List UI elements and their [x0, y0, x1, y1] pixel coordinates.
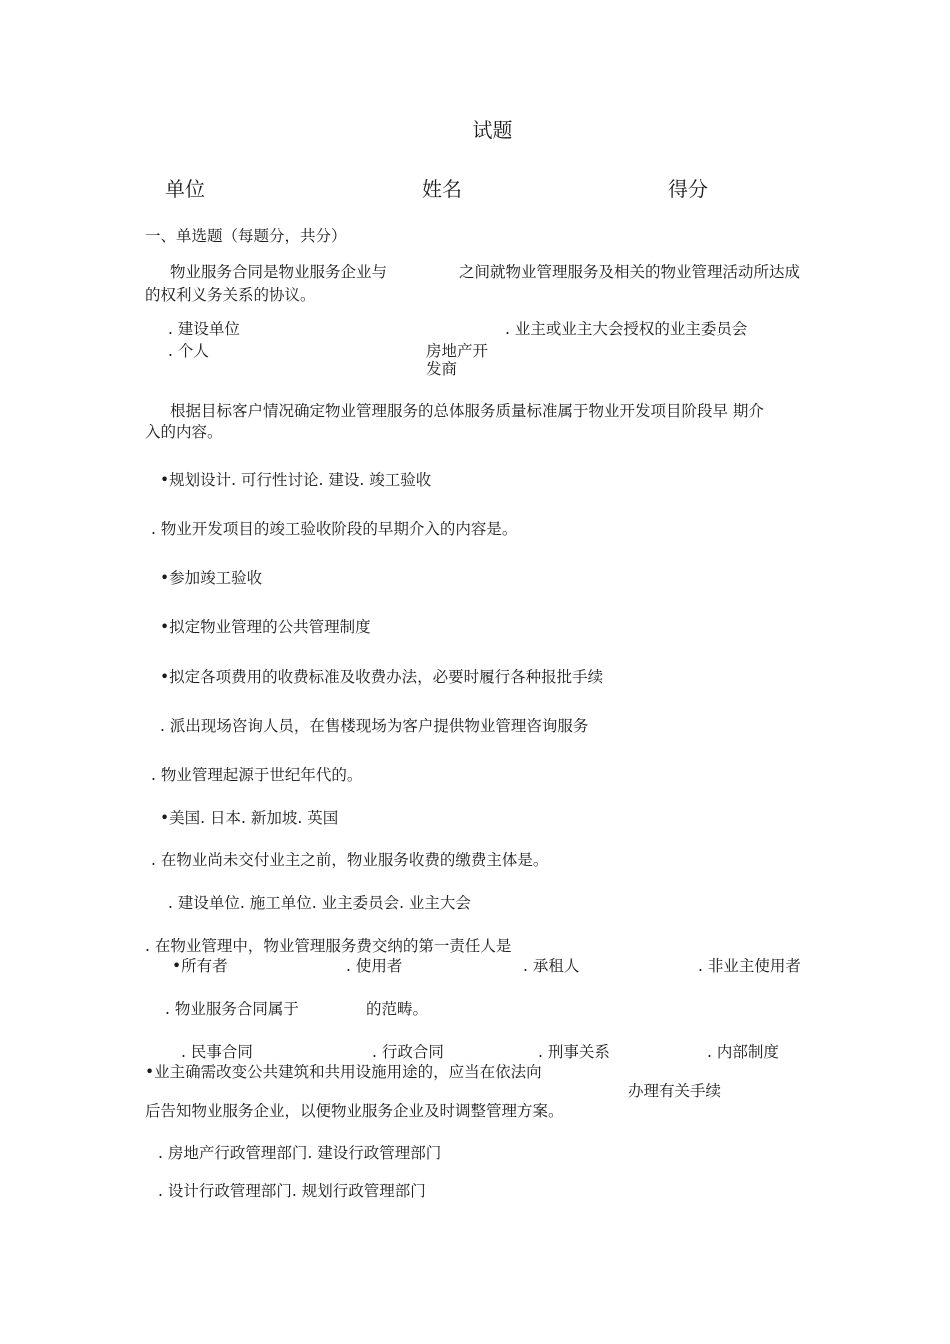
q2-options: •规划设计. 可行性讨论. 建设. 竣工验收: [160, 471, 432, 489]
q2-stem-line1: 根据目标客户情况确定物业管理服务的总体服务质量标准属于物业开发项目阶段早 期介: [170, 402, 764, 420]
score-label: 得分: [668, 177, 708, 201]
q7-option-a: . 民事合同: [181, 1043, 253, 1061]
q6-option-c: . 承租人: [523, 957, 580, 975]
section-heading: 一、单选题（每题分，共分）: [145, 227, 347, 245]
q8-stem-line1: •业主确需改变公共建筑和共用设施用途的，应当在依法向: [145, 1063, 542, 1081]
q5-stem: . 在物业尚未交付业主之前，物业服务收费的缴费主体是。: [151, 851, 549, 869]
q1-option-a: . 建设单位: [168, 320, 240, 338]
q1-option-d-line1: 房地产开: [426, 342, 489, 360]
q5-options: . 建设单位. 施工单位. 业主委员会. 业主大会: [168, 894, 471, 912]
unit-label: 单位: [165, 177, 205, 201]
q6-option-a: •所有者: [172, 957, 228, 975]
q7-option-d: . 内部制度: [707, 1043, 779, 1061]
q3-option-c: •拟定各项费用的收费标准及收费办法，必要时履行各种报批手续: [160, 668, 604, 686]
q3-stem: . 物业开发项目的竣工验收阶段的早期介入的内容是。: [151, 520, 518, 538]
q8-stem-line1b: 办理有关手续: [628, 1082, 722, 1100]
q1-option-d-line2: 发商: [426, 360, 458, 378]
q3-option-b: •拟定物业管理的公共管理制度: [160, 618, 371, 636]
q4-options: •美国. 日本. 新加坡. 英国: [160, 809, 339, 827]
name-label: 姓名: [422, 177, 462, 201]
q8-stem-line2: 后告知物业服务企业，以便物业服务企业及时调整管理方案。: [145, 1102, 564, 1120]
q1-stem-line1: 物业服务合同是物业服务企业与: [170, 263, 388, 281]
q7-option-b: . 行政合同: [372, 1043, 444, 1061]
q3-option-a: •参加竣工验收: [160, 569, 263, 587]
q6-option-b: . 使用者: [346, 957, 403, 975]
q1-stem-line1b: 之间就物业管理服务及相关的物业管理活动所达成: [459, 263, 801, 281]
q6-option-d: . 非业主使用者: [698, 957, 801, 975]
q1-option-b: . 业主或业主大会授权的业主委员会: [505, 320, 748, 338]
q4-stem: . 物业管理起源于世纪年代的。: [151, 766, 363, 784]
q7-stem-b: 的范畴。: [366, 1000, 429, 1018]
q6-stem: . 在物业管理中，物业管理服务费交纳的第一责任人是: [145, 937, 512, 955]
q8-options-line2: . 设计行政管理部门. 规划行政管理部门: [158, 1182, 426, 1200]
q2-stem-line2: 入的内容。: [145, 423, 223, 441]
q1-option-c: . 个人: [168, 342, 209, 360]
q3-option-d: . 派出现场咨询人员，在售楼现场为客户提供物业管理咨询服务: [160, 717, 589, 735]
q1-stem-line2: 的权利义务关系的协议。: [145, 286, 316, 304]
q8-options-line1: . 房地产行政管理部门. 建设行政管理部门: [158, 1144, 442, 1162]
page-title: 试题: [472, 118, 513, 142]
q7-stem-a: . 物业服务合同属于: [165, 1000, 299, 1018]
q7-option-c: . 刑事关系: [538, 1043, 610, 1061]
